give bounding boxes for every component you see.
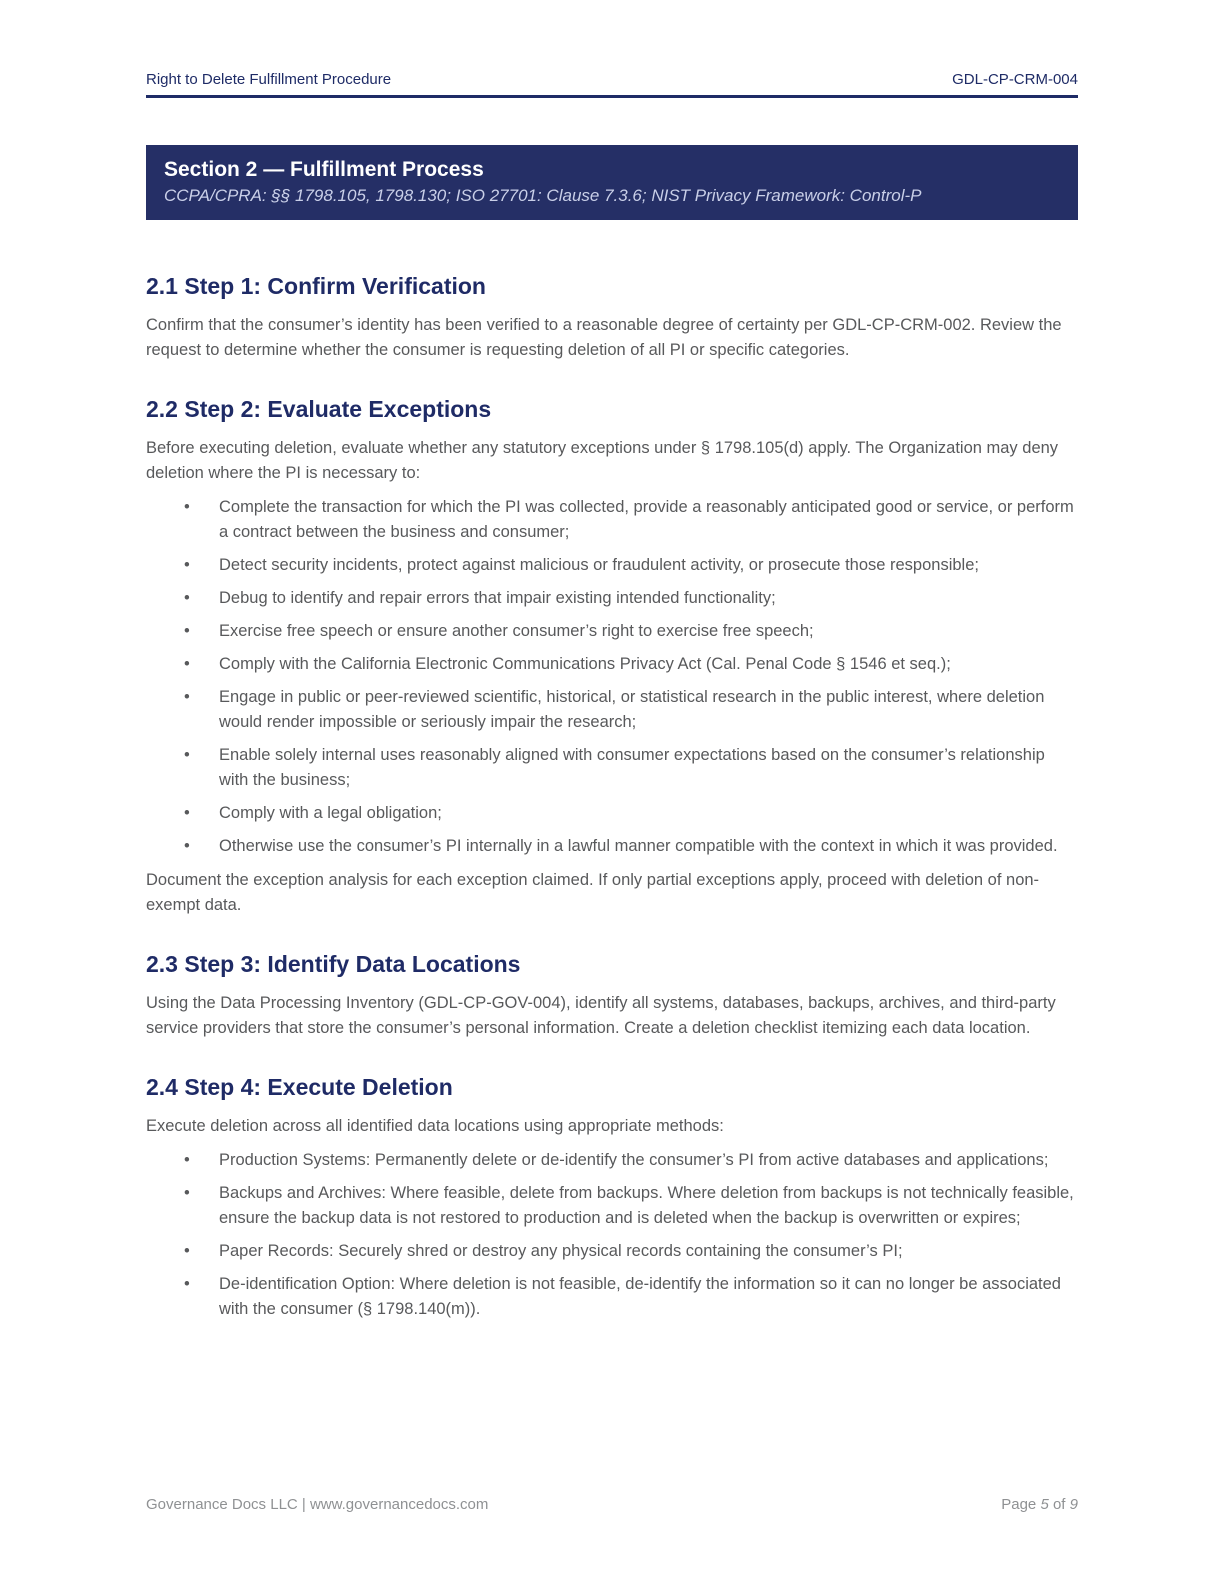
footer-of-word: of	[1052, 1496, 1066, 1513]
footer-page-indicator	[1001, 1496, 1078, 1513]
exception-bullet-list	[146, 495, 1078, 859]
section-2-4	[146, 1074, 1078, 1322]
section-heading: 2.1 Step 1: Confirm Verification	[146, 273, 486, 299]
section-heading: 2.2 Step 2: Evaluate Exceptions	[146, 396, 492, 422]
bullet-item: • Comply with the California Electronic Communications Privacy Act (Cal. Penal Code § 1546 et seq.);	[146, 652, 1078, 677]
section-paragraph: Execute deletion across all identified data locations using appropriate methods:	[146, 1117, 724, 1135]
bullet-item: • Detect security incidents, protect against malicious or fraudulent activity, or prosecute those responsible;	[146, 553, 1078, 578]
deletion-method-bullet-list	[146, 1148, 1078, 1322]
footer-company: Governance Docs LLC | www.governancedocs.com	[146, 1496, 489, 1513]
footer-page-word: Page	[1001, 1496, 1037, 1513]
section-paragraph: Using the Data Processing Inventory (GDL-CP-GOV-004), identify all systems, databases, backups, archives, and third-party service providers that store the consumer’s personal information. Create a deletion checklist itemizing each data location.	[146, 994, 1056, 1037]
bullet-item: • Backups and Archives: Where feasible, delete from backups. Where deletion from backups is not technically feasible, ensure the backup data is not restored to production and is deleted when the backup is overwritten or expires;	[146, 1181, 1078, 1231]
section-2-1	[146, 273, 1078, 363]
bullet-item: • Engage in public or peer-reviewed scientific, historical, or statistical research in the public interest, where deletion would render impossible or seriously impair the research;	[146, 685, 1078, 735]
section-heading: 2.3 Step 3: Identify Data Locations	[146, 951, 521, 977]
section-banner-title: Section 2 — Fulfillment Process	[164, 158, 484, 181]
bullet-item: • Paper Records: Securely shred or destroy any physical records containing the consumer’s PI;	[146, 1239, 1078, 1264]
bullet-item: • Exercise free speech or ensure another consumer’s right to exercise free speech;	[146, 619, 1078, 644]
section-2-3	[146, 951, 1078, 1041]
section-banner	[146, 145, 1078, 220]
section-paragraph: Confirm that the consumer’s identity has been verified to a reasonable degree of certainty per GDL-CP-CRM-002. Review the request to determine whether the consumer is requesting deletion of all PI or specific categories.	[146, 316, 1062, 359]
section-banner-subtitle: CCPA/CPRA: §§ 1798.105, 1798.130; ISO 27701: Clause 7.3.6; NIST Privacy Framework: Control-P	[164, 186, 922, 205]
section-heading: 2.4 Step 4: Execute Deletion	[146, 1074, 453, 1100]
bullet-item: • Complete the transaction for which the PI was collected, provide a reasonably anticipated good or service, or perform a contract between the business and consumer;	[146, 495, 1078, 545]
footer-page-number: 5	[1040, 1496, 1049, 1513]
bullet-item: • Comply with a legal obligation;	[146, 801, 1078, 826]
bullet-item: • Enable solely internal uses reasonably aligned with consumer expectations based on the consumer’s relationship with the business;	[146, 743, 1078, 793]
bullet-item: • Production Systems: Permanently delete or de-identify the consumer’s PI from active databases and applications;	[146, 1148, 1078, 1173]
section-2-2	[146, 396, 1078, 918]
footer-total-pages: 9	[1069, 1496, 1078, 1513]
section-closing-paragraph: Document the exception analysis for each exception claimed. If only partial exceptions apply, proceed with deletion of non-exempt data.	[146, 871, 1040, 914]
header-document-id: GDL-CP-CRM-004	[952, 71, 1078, 88]
header-document-title: Right to Delete Fulfillment Procedure	[146, 71, 392, 88]
running-header	[146, 0, 1078, 98]
section-paragraph: Before executing deletion, evaluate whether any statutory exceptions under § 1798.105(d) apply. The Organization may deny deletion where the PI is necessary to:	[146, 439, 1059, 482]
bullet-item: • Debug to identify and repair errors that impair existing intended functionality;	[146, 586, 1078, 611]
running-footer	[146, 1496, 1078, 1513]
bullet-item: • De-identification Option: Where deletion is not feasible, de-identify the information so it can no longer be associated with the consumer (§ 1798.140(m)).	[146, 1272, 1078, 1322]
bullet-item: • Otherwise use the consumer’s PI internally in a lawful manner compatible with the context in which it was provided.	[146, 834, 1078, 859]
